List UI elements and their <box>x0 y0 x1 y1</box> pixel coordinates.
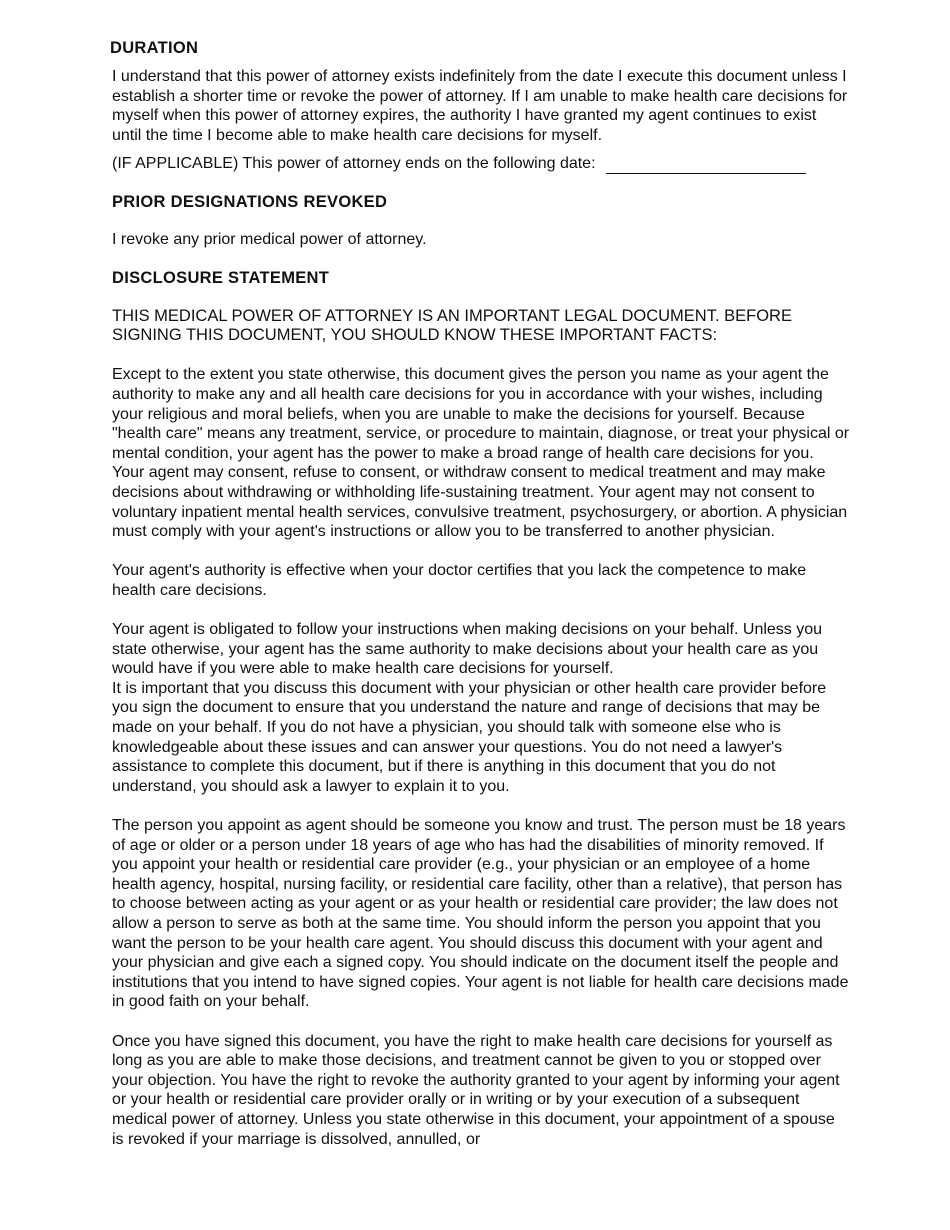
prior-designations-heading: PRIOR DESIGNATIONS REVOKED <box>112 192 388 211</box>
disclosure-paragraph-1: Except to the extent you state otherwise, this document gives the person you name as your agent the authority to make any and all health care decisions for you in accordance with your wishes, including your religious and moral beliefs, when you are unable to make the decisions for yourself. Because "health care" means any treatment, service, or procedure to maintain, diagnose, or treat your physical or mental condition, your agent has the power to make a broad range of health care decisions for you. Your agent may consent, refuse to consent, or withdraw consent to medical treatment and may make decisions about withdrawing or withholding life-sustaining treatment. Your agent may not consent to voluntary inpatient mental health services, convulsive treatment, psychosurgery, or abortion. A physician must comply with your agent's instructions or allow you to be transferred to another physician. <box>112 366 850 541</box>
disclosure-paragraph-3a: Your agent is obligated to follow your instructions when making decisions on your behalf. Unless you state otherwise, your agent has the same authority to make decisions about your health care as you would have if you were able to make health care decisions for yourself. <box>112 621 823 678</box>
duration-heading: DURATION <box>110 39 199 57</box>
disclosure-intro: THIS MEDICAL POWER OF ATTORNEY IS AN IMPORTANT LEGAL DOCUMENT. BEFORE SIGNING THIS DOCUMENT, YOU SHOULD KNOW THESE IMPORTANT FACTS: <box>112 306 792 345</box>
end-date-label: (IF APPLICABLE) This power of attorney ends on the following date: <box>112 155 596 173</box>
duration-paragraph: I understand that this power of attorney exists indefinitely from the date I execute this document unless I establish a shorter time or revoke the power of attorney. If I am unable to make health care decisions for myself when this power of attorney expires, the authority I have granted my agent continues to exist until the time I become able to make health care decisions for myself. <box>112 68 848 144</box>
end-date-blank-line[interactable] <box>606 157 806 174</box>
disclosure-paragraph-2: Your agent's authority is effective when your doctor certifies that you lack the competence to make health care decisions. <box>112 562 807 599</box>
disclosure-paragraph-3b: It is important that you discuss this document with your physician or other health care provider before you sign the document to ensure that you understand the nature and range of decisions that may be made on your behalf. If you do not have a physician, you should talk with someone else who is knowledgeable about these issues and can answer your questions. You do not need a lawyer's assistance to complete this document, but if there is anything in this document that you do not understand, you should ask a lawyer to explain it to you. <box>112 679 827 795</box>
disclosure-heading: DISCLOSURE STATEMENT <box>112 268 330 287</box>
end-date-row <box>112 154 850 174</box>
disclosure-paragraph-5: Once you have signed this document, you have the right to make health care decisions for yourself as long as you are able to make those decisions, and treatment cannot be given to you or stopped over your objection. You have the right to revoke the authority granted to your agent by informing your agent or your health or residential care provider orally or in writing or by your execution of a subsequent medical power of attorney. Unless you state otherwise in this document, your appointment of a spouse is revoked if your marriage is dissolved, annulled, or <box>112 1032 840 1148</box>
disclosure-paragraph-4: The person you appoint as agent should be someone you know and trust. The person must be 18 years of age or older or a person under 18 years of age who has had the disabilities of minority removed. If you appoint your health or residential care provider (e.g., your physician or an employee of a home health agency, hospital, nursing facility, or residential care facility, other than a relative), that person has to choose between acting as your agent or as your health or residential care provider; the law does not allow a person to serve as both at the same time. You should inform the person you appoint that you want the person to be your health care agent. You should discuss this document with your agent and your physician and give each a signed copy. You should indicate on the document itself the people and institutions that you intend to have signed copies. Your agent is not liable for health care decisions made in good faith on your behalf. <box>112 817 849 1011</box>
prior-designations-paragraph: I revoke any prior medical power of attorney. <box>112 230 427 248</box>
